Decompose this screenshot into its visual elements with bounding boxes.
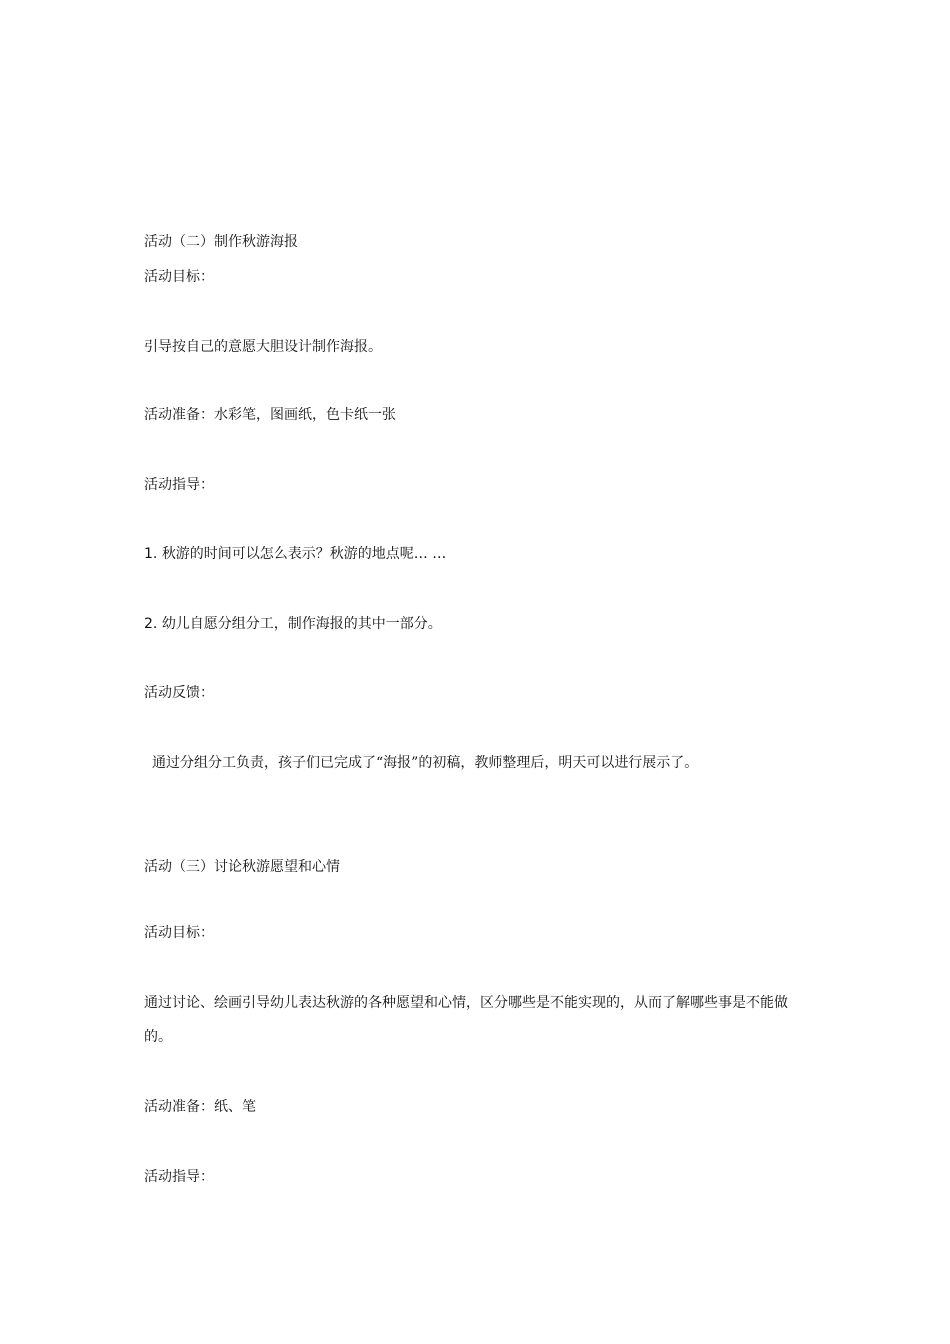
- step1-number: 1.: [144, 546, 158, 562]
- activity2-step2: [144, 615, 442, 633]
- activity2-feedback-label: 活动反馈：: [144, 685, 214, 701]
- activity3-goal-text-line1: 通过讨论、绘画引导幼儿表达秋游的各种愿望和心情，区分哪些是不能实现的，从而了解哪些事是不能做: [144, 995, 788, 1011]
- step1-text: 秋游的时间可以怎么表示？秋游的地点呢… …: [161, 546, 447, 562]
- activity2-goal-text: 引导按自己的意愿大胆设计制作海报。: [144, 339, 382, 355]
- activity2-guide-label: 活动指导：: [144, 477, 214, 493]
- activity2-step1: [144, 545, 446, 563]
- activity2-feedback-text: 通过分组分工负责，孩子们已完成了“海报”的初稿，教师整理后，明天可以进行展示了。: [152, 755, 699, 771]
- activity3-goal-text-line2: 的。: [144, 1029, 172, 1045]
- activity2-goal-label: 活动目标：: [144, 269, 214, 285]
- activity2-title: 活动（二）制作秋游海报: [144, 234, 298, 250]
- activity3-guide-label: 活动指导：: [144, 1169, 214, 1185]
- activity3-prep: 活动准备：纸、笔: [144, 1099, 256, 1115]
- activity2-prep: 活动准备：水彩笔，图画纸，色卡纸一张: [144, 407, 396, 423]
- step2-text: 幼儿自愿分组分工，制作海报的其中一部分。: [161, 616, 442, 632]
- activity3-title: 活动（三）讨论秋游愿望和心情: [144, 859, 340, 875]
- activity3-goal-label: 活动目标：: [144, 925, 214, 941]
- step2-number: 2.: [144, 616, 158, 632]
